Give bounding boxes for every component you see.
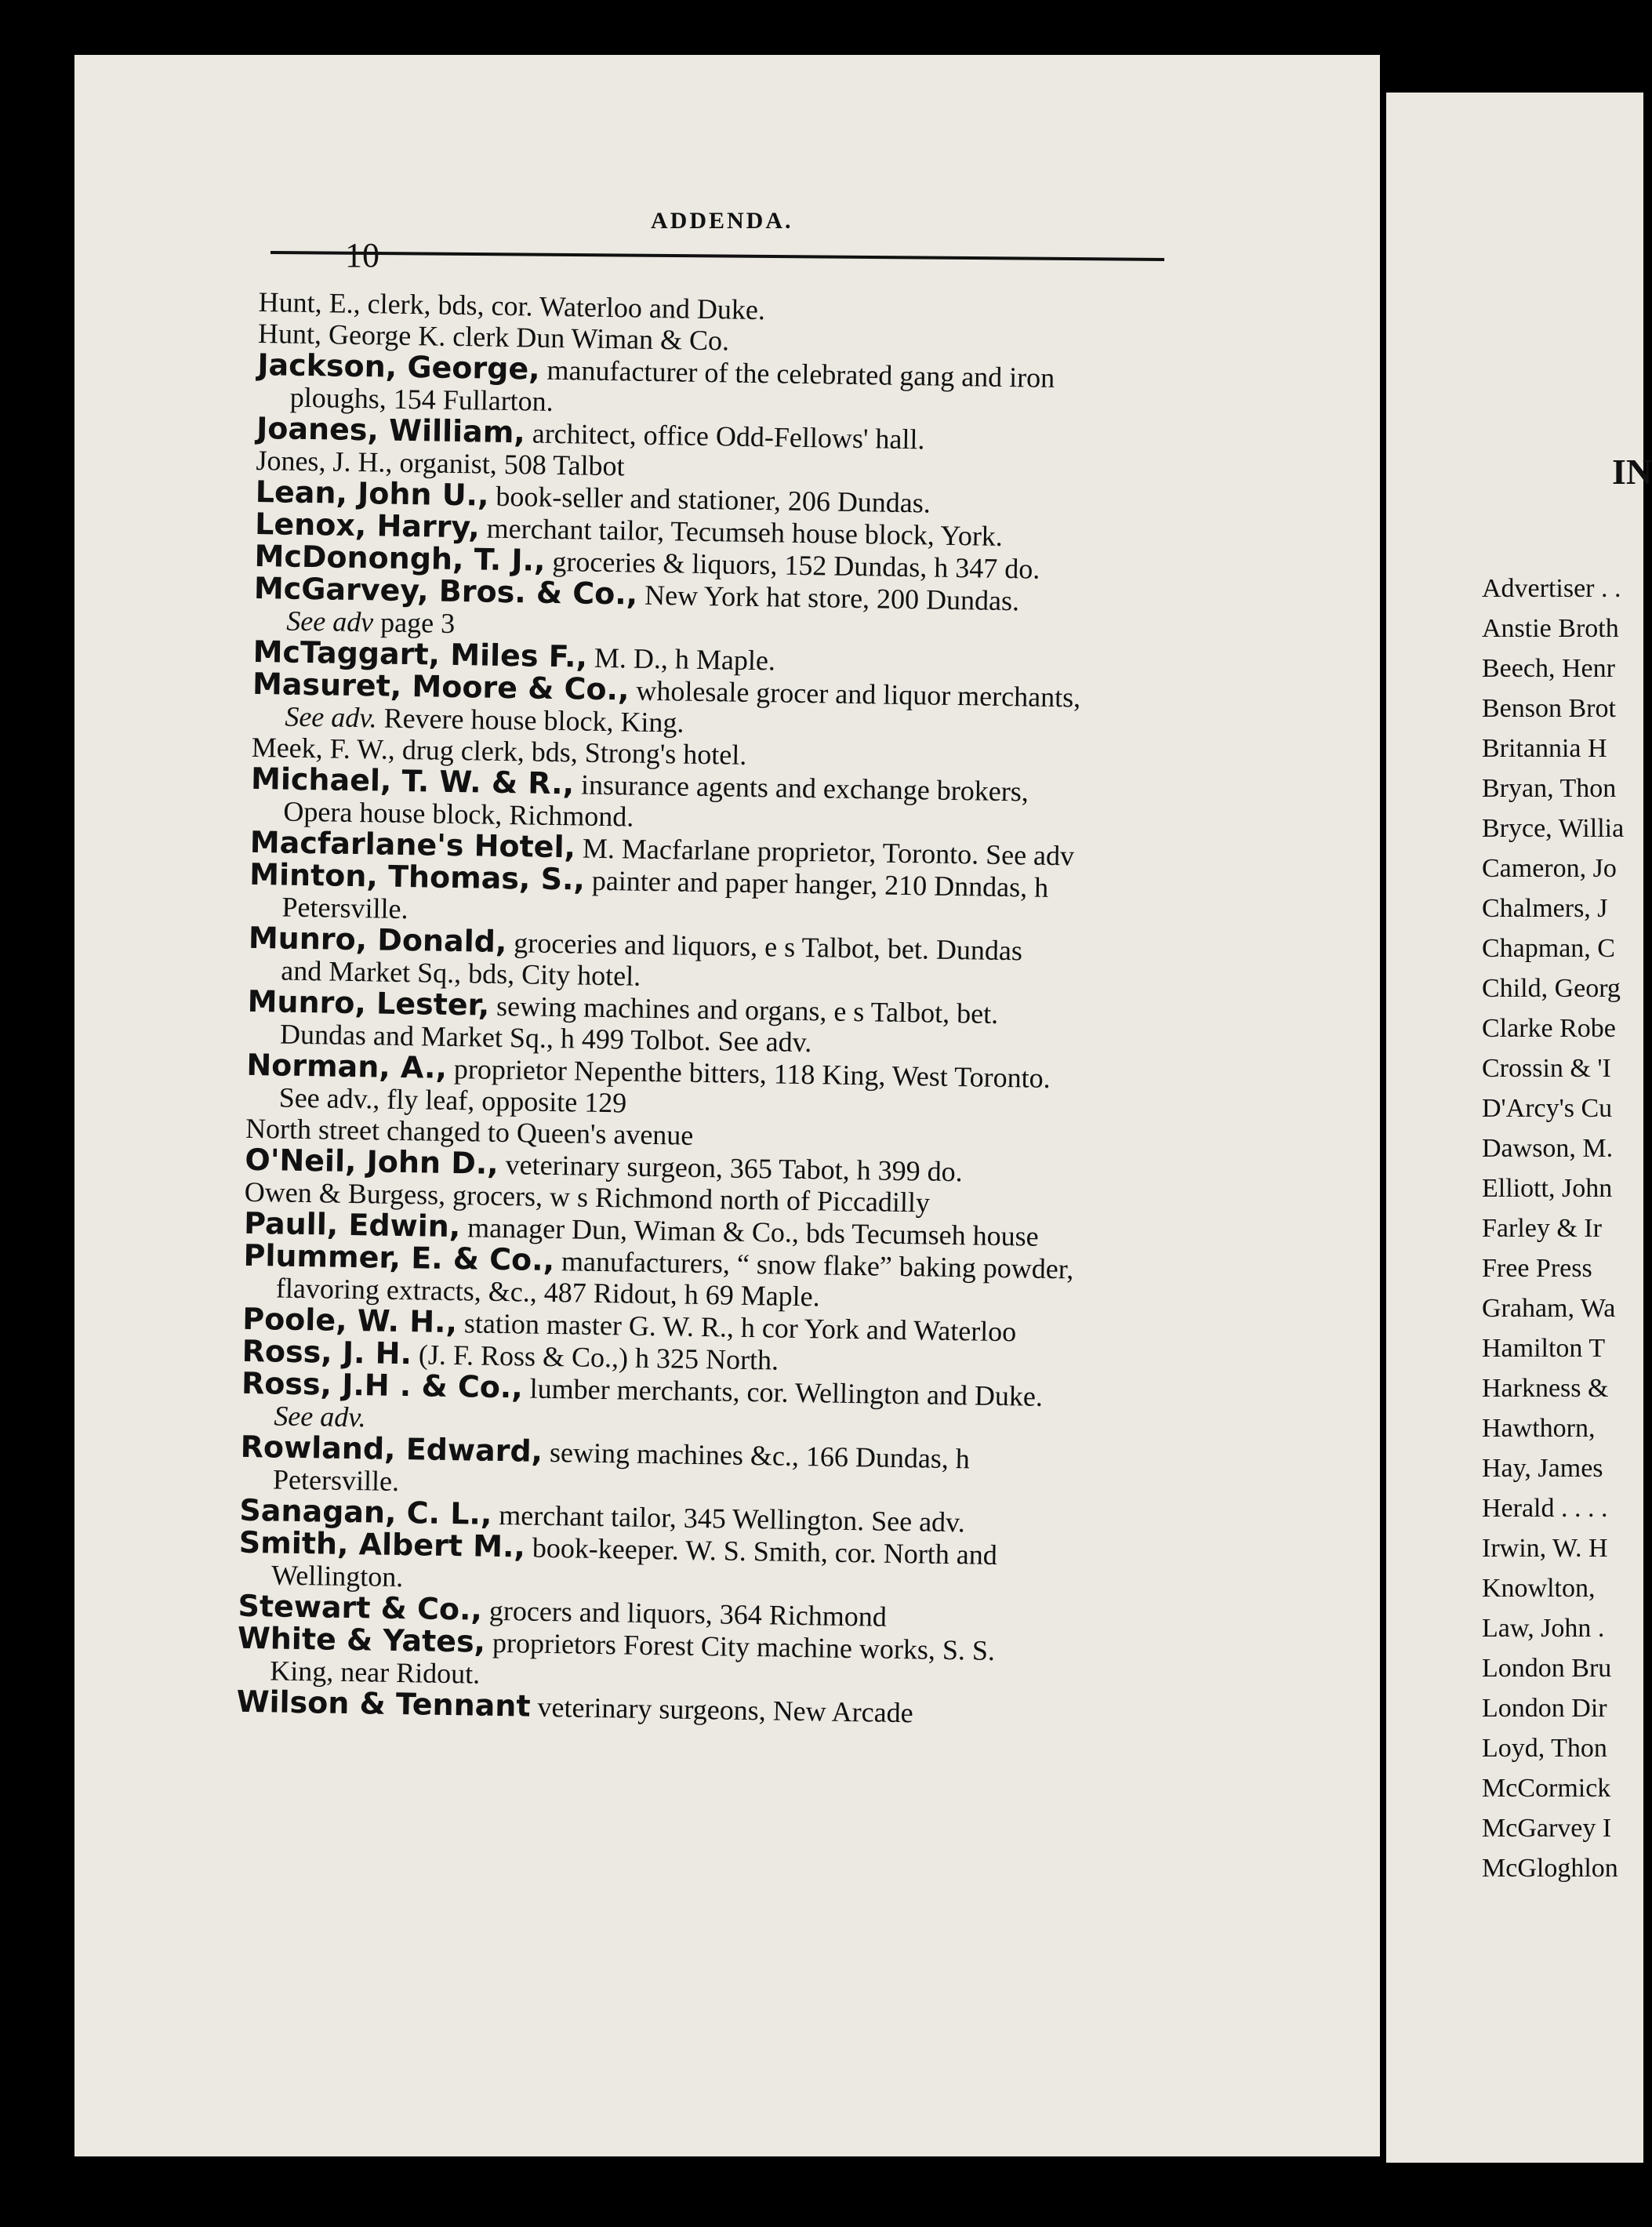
index-item: Chalmers, J (1482, 894, 1608, 923)
entry-name: Hunt, E., (258, 286, 361, 320)
entry-continuation-text: ploughs, 154 Fullarton. (289, 381, 554, 417)
index-item: Cameron, Jo (1482, 854, 1617, 883)
entry-continuation-text: page 3 (379, 606, 456, 639)
entry-name: Ross, J. H. (241, 1333, 412, 1371)
index-title-fragment: IN (1612, 452, 1652, 492)
entry-name: Meek, F. W., (251, 731, 396, 765)
entry-name: Masuret, Moore & Co., (252, 666, 630, 707)
index-item: Irwin, W. H (1482, 1534, 1608, 1563)
index-item: Beech, Henr (1482, 654, 1615, 683)
entry-details: proprietors Forest City machine works, S. S. (485, 1626, 996, 1666)
index-item: Benson Brot (1482, 694, 1616, 723)
index-item: Dawson, M. (1482, 1134, 1614, 1163)
entry-name: White & Yates, (237, 1620, 486, 1659)
entry-name: Joanes, William, (256, 410, 526, 450)
entry-name: Lenox, Harry, (254, 506, 481, 545)
entry-name: Michael, T. W. & R., (250, 761, 575, 801)
entry-name: McDonongh, T. J., (254, 538, 546, 578)
entry-details: lumber merchants, cor. Wellington and Duke. (522, 1372, 1044, 1412)
entry-continuation-text: See adv., fly leaf, opposite 129 (278, 1081, 627, 1119)
index-item: Herald . . . . (1482, 1494, 1608, 1523)
index-item: Britannia H (1482, 734, 1607, 763)
entry-details: book-seller and stationer, 206 Dundas. (488, 480, 931, 519)
entry-details: painter and paper hanger, 210 Dnndas, h (584, 864, 1049, 903)
index-item: D'Arcy's Cu (1482, 1094, 1613, 1123)
running-title: ADDENDA. (651, 208, 793, 234)
index-item: McGarvey I (1482, 1814, 1612, 1843)
entry-name: Lean, John U., (255, 474, 489, 513)
entry-name: Hunt, George K. (257, 317, 446, 352)
entry-details: proprietor Nepenthe bitters, 118 King, West Toronto. (446, 1052, 1051, 1094)
entry-continuation-text: King, near Ridout. (269, 1655, 481, 1690)
index-item: Law, John . (1482, 1614, 1605, 1643)
entry-details: merchant tailor, Tecumseh house block, York. (479, 512, 1004, 552)
index-item: Anstie Broth (1482, 614, 1619, 643)
entry-name: Paull, Edwin, (243, 1205, 461, 1244)
entry-continuation-text: flavoring extracts, &c., 487 Ridout, h 69 Maple. (275, 1272, 821, 1313)
index-item: Hamilton T (1482, 1334, 1606, 1363)
entry-name: Jones, J. H., (256, 444, 393, 478)
entry-details: sewing machines &c., 166 Dundas, h (542, 1436, 971, 1475)
entry-details: (J. F. Ross & Co.,) h 325 North. (411, 1339, 779, 1376)
index-item: McGloghlon (1482, 1854, 1618, 1883)
index-item: London Bru (1482, 1654, 1612, 1683)
entry-details: grocers, w s Richmond north of Piccadilly (445, 1179, 931, 1219)
index-item: Crossin & 'I (1482, 1054, 1611, 1083)
index-item: Hay, James (1482, 1454, 1603, 1483)
entry-see-adv: See adv. (274, 1400, 366, 1433)
entry-continuation-text: Petersville. (272, 1463, 400, 1497)
entry-details: insurance agents and exchange brokers, (573, 768, 1029, 808)
entry-name: Stewart & Co., (238, 1588, 483, 1627)
entry-details: veterinary surgeon, 365 Tabot, h 399 do. (498, 1148, 963, 1188)
index-item: Child, Georg (1482, 974, 1621, 1003)
entry-see-adv: See adv. (285, 700, 377, 734)
entry-details: merchant tailor, 345 Wellington. See adv. (492, 1499, 966, 1539)
entry-name: Munro, Lester, (247, 983, 490, 1023)
entry-continuation-text: and Market Sq., bds, City hotel. (280, 954, 641, 992)
index-item: Clarke Robe (1482, 1014, 1616, 1043)
index-item: Farley & Ir (1482, 1214, 1602, 1243)
index-item: Chapman, C (1482, 934, 1615, 963)
entry-details: organist, 508 Talbot (392, 446, 625, 482)
entry-details: grocers and liquors, 364 Richmond (481, 1594, 888, 1633)
entry-name: Munro, Donald, (248, 920, 507, 960)
entry-name: Rowland, Edward, (240, 1429, 543, 1469)
index-item: Hawthorn, (1482, 1414, 1596, 1443)
entry-name: Minton, Thomas, S., (249, 856, 586, 897)
entry-details: groceries & liquors, 152 Dundas, h 347 do. (545, 545, 1040, 585)
entry-name: Poole, W. H., (241, 1301, 458, 1340)
entry-details: book-keeper. W. S. Smith, cor. North and (525, 1531, 998, 1571)
entry-continuation-text: Opera house block, Richmond. (283, 795, 634, 833)
index-item: Bryan, Thon (1482, 774, 1617, 803)
index-item: Advertiser . . (1482, 574, 1621, 603)
entry-continuation-text: Revere house block, King. (383, 702, 684, 739)
entry-details: sewing machines and organs, e s Talbot, bet. (488, 990, 999, 1030)
entry-name: Norman, A., (246, 1047, 448, 1085)
entry-name: Jackson, George, (257, 347, 540, 387)
entry-name: Macfarlane's Hotel, (249, 824, 576, 865)
index-item: Loyd, Thon (1482, 1734, 1607, 1763)
entry-name: North street changed to Queen's avenue (245, 1112, 694, 1151)
index-item: Harkness & (1482, 1374, 1609, 1403)
index-list (1482, 569, 1643, 1888)
entry-details: manufacturers, “ snow flake” baking powder, (554, 1245, 1074, 1285)
page-number: 10 (345, 236, 379, 274)
addenda-entries (236, 286, 1239, 1733)
entry-details: manager Dun, Wiman & Co., bds Tecumseh house (459, 1212, 1040, 1252)
entry-continuation-text: Petersville. (281, 891, 408, 925)
entry-details: manufacturer of the celebrated gang and iron (539, 354, 1055, 394)
entry-details: clerk, bds, cor. Waterloo and Duke. (360, 288, 766, 326)
index-item: London Dir (1482, 1694, 1607, 1723)
index-item: Knowlton, (1482, 1574, 1596, 1603)
entry-name: McGarvey, Bros. & Co., (253, 570, 638, 612)
entry-name: Owen & Burgess, (244, 1175, 446, 1211)
entry-details: station master G. W. R., h cor York and Waterloo (456, 1307, 1017, 1348)
entry-details: wholesale grocer and liquor merchants, (629, 674, 1081, 714)
entry-details: New York hat store, 200 Dundas. (637, 579, 1020, 617)
entry-name: Wilson & Tennant (236, 1684, 531, 1724)
index-item: Free Press (1482, 1254, 1592, 1283)
entry-details: groceries and liquors, e s Talbot, bet. Dundas (506, 927, 1023, 967)
entry-name: Ross, J.H . & Co., (241, 1365, 524, 1405)
entry-continuation-text: Wellington. (270, 1559, 404, 1593)
entry-name: Sanagan, C. L., (239, 1492, 492, 1531)
entry-name: McTaggart, Miles F., (252, 634, 588, 674)
entry-details: architect, office Odd-Fellows' hall. (525, 417, 925, 456)
index-item: Elliott, John (1482, 1174, 1613, 1203)
index-item: Bryce, Willia (1482, 814, 1625, 843)
entry-details: drug clerk, bds, Strong's hotel. (394, 733, 747, 771)
entry-details: M. Macfarlane proprietor, Toronto. See adv (575, 832, 1075, 872)
entry-name: Plummer, E. & Co., (243, 1237, 555, 1278)
entry-see-adv: See adv (285, 605, 374, 638)
entry-name: O'Neil, John D., (245, 1142, 499, 1181)
index-item: Graham, Wa (1482, 1294, 1616, 1323)
index-item: McCormick (1482, 1774, 1611, 1803)
entry-name: Smith, Albert M., (238, 1524, 526, 1564)
entry-details: M. D., h Maple. (586, 641, 776, 677)
entry-details: veterinary surgeons, New Arcade (530, 1691, 913, 1729)
entry-continuation-text: Dundas and Market Sq., h 499 Tolbot. See adv. (279, 1018, 812, 1059)
entry-details: clerk Dun Wiman & Co. (445, 320, 730, 357)
